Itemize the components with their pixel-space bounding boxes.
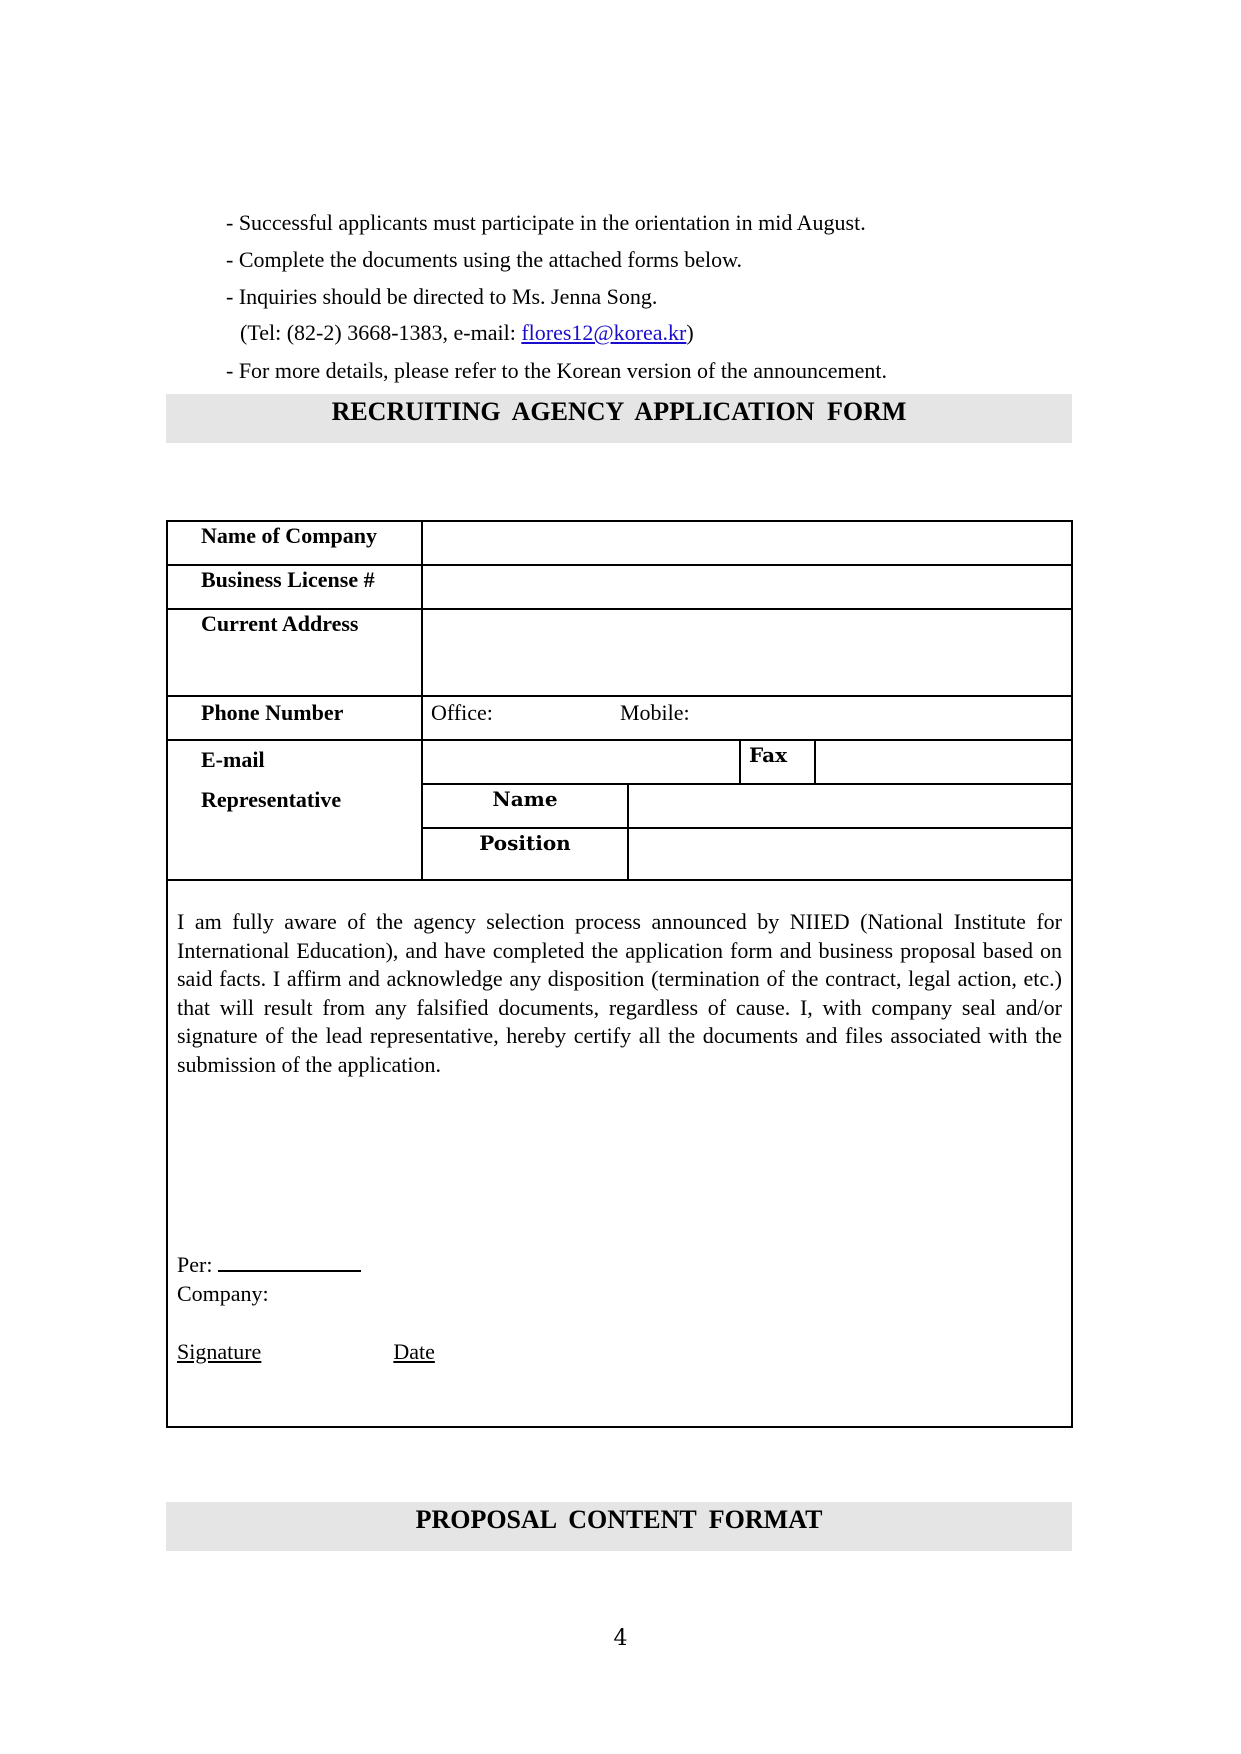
label-name-of-company: Name of Company — [201, 523, 377, 548]
label-email: E-mail — [201, 747, 265, 772]
per-line — [177, 1252, 361, 1278]
company-label: Company: — [177, 1281, 269, 1306]
current-address-field[interactable] — [423, 610, 1071, 695]
rep-position-field[interactable] — [629, 829, 1071, 879]
page-number: 4 — [613, 1626, 628, 1651]
label-rep-position: Position — [479, 831, 571, 855]
declaration-text: I am fully aware of the agency selection process announced by NIIED (National Institute for International Education), and have completed the application form and business proposal based on said facts. I affirm and acknowledge any disposition (termination of the contract, legal action, etc.) that will result from any falsified documents, regardless of cause. I, with company seal and/or signature of the lead representative, hereby certify all the documents and files associated with the submission of the application. — [177, 909, 1062, 1077]
label-rep-name: Name — [492, 787, 558, 811]
mobile-phone-field[interactable] — [706, 697, 1071, 739]
label-fax: Fax — [749, 743, 787, 767]
contact-email-link[interactable]: flores12@korea.kr — [521, 320, 687, 345]
instruction-orientation: - Successful applicants must participate in the orientation in mid August. — [226, 210, 866, 235]
instruction-inquiries: - Inquiries should be directed to Ms. Jenna Song. — [226, 284, 658, 309]
contact-suffix: ) — [686, 320, 694, 345]
per-label: Per: — [177, 1252, 213, 1277]
office-phone-field[interactable] — [506, 697, 606, 739]
signature-label: Signature — [177, 1339, 262, 1364]
date-label: Date — [393, 1339, 435, 1364]
email-field[interactable] — [423, 741, 739, 783]
name-of-company-field[interactable] — [423, 522, 1071, 564]
label-current-address: Current Address — [201, 611, 359, 636]
mobile-label: Mobile: — [620, 700, 690, 725]
contact-line — [240, 320, 694, 346]
label-business-license: Business License # — [201, 567, 375, 592]
business-license-field[interactable] — [423, 566, 1071, 608]
label-phone-number: Phone Number — [201, 700, 344, 725]
label-representative: Representative — [201, 787, 342, 812]
signature-date-line[interactable] — [177, 1339, 435, 1365]
rep-name-field[interactable] — [629, 785, 1071, 827]
office-label: Office: — [431, 700, 493, 725]
fax-field[interactable] — [816, 741, 1071, 783]
proposal-content-format-title: PROPOSAL CONTENT FORMAT — [166, 1502, 1072, 1551]
application-form-table — [166, 520, 1073, 1428]
per-blank-field[interactable] — [218, 1252, 361, 1272]
instruction-documents: - Complete the documents using the attached forms below. — [226, 247, 743, 272]
contact-prefix: (Tel: (82-2) 3668-1383, e-mail: — [240, 320, 522, 345]
application-form-title: RECRUITING AGENCY APPLICATION FORM — [166, 394, 1072, 443]
instruction-more-details: - For more details, please refer to the Korean version of the announcement. — [226, 358, 887, 383]
